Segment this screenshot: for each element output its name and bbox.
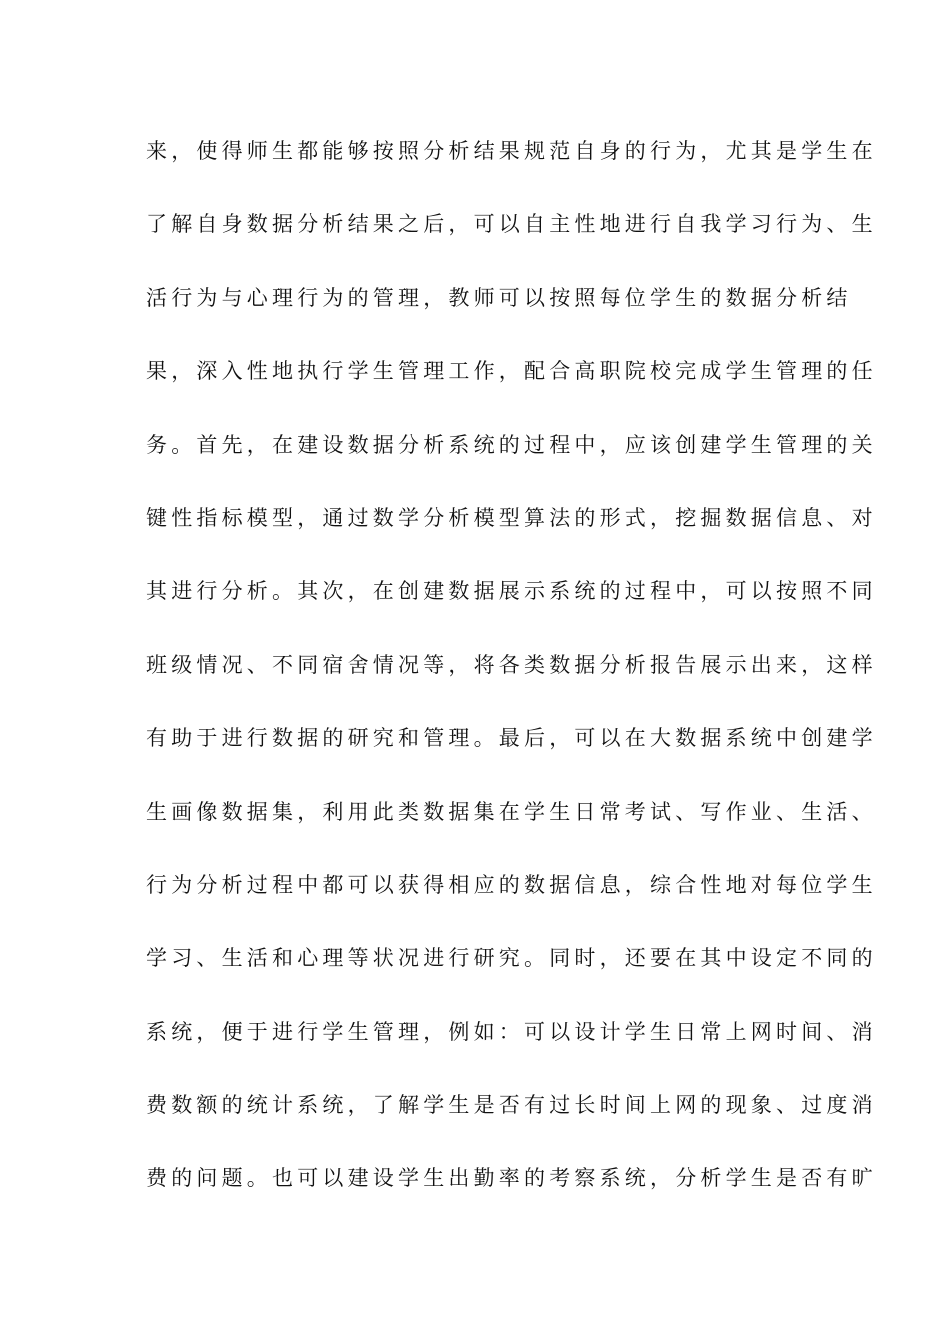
text-line: 费数额的统计系统，了解学生是否有过长时间上网的现象、过度消	[146, 1093, 877, 1118]
text-line: 生画像数据集，利用此类数据集在学生日常考试、写作业、生活、	[146, 799, 877, 824]
text-line: 其进行分析。其次，在创建数据展示系统的过程中，可以按照不同	[146, 579, 877, 604]
text-line: 班级情况、不同宿舍情况等，将各类数据分析报告展示出来，这样	[146, 652, 877, 677]
text-line: 来，使得师生都能够按照分析结果规范自身的行为，尤其是学生在	[146, 139, 877, 163]
text-line: 费的问题。也可以建设学生出勤率的考察系统，分析学生是否有旷	[146, 1166, 877, 1191]
text-line: 学习、生活和心理等状况进行研究。同时，还要在其中设定不同的	[146, 946, 877, 971]
text-line: 果，深入性地执行学生管理工作，配合高职院校完成学生管理的任	[146, 359, 877, 384]
text-line: 务。首先，在建设数据分析系统的过程中，应该创建学生管理的关	[146, 432, 877, 457]
text-line: 了解自身数据分析结果之后，可以自主性地进行自我学习行为、生	[146, 212, 877, 237]
text-line: 系统，便于进行学生管理，例如：可以设计学生日常上网时间、消	[146, 1019, 877, 1044]
body-paragraph	[146, 126, 877, 1227]
text-line: 有助于进行数据的研究和管理。最后，可以在大数据系统中创建学	[146, 726, 877, 751]
text-line: 活行为与心理行为的管理，教师可以按照每位学生的数据分析结	[146, 285, 852, 310]
text-line: 行为分析过程中都可以获得相应的数据信息，综合性地对每位学生	[146, 872, 877, 897]
text-line: 键性指标模型，通过数学分析模型算法的形式，挖掘数据信息、对	[146, 505, 877, 530]
